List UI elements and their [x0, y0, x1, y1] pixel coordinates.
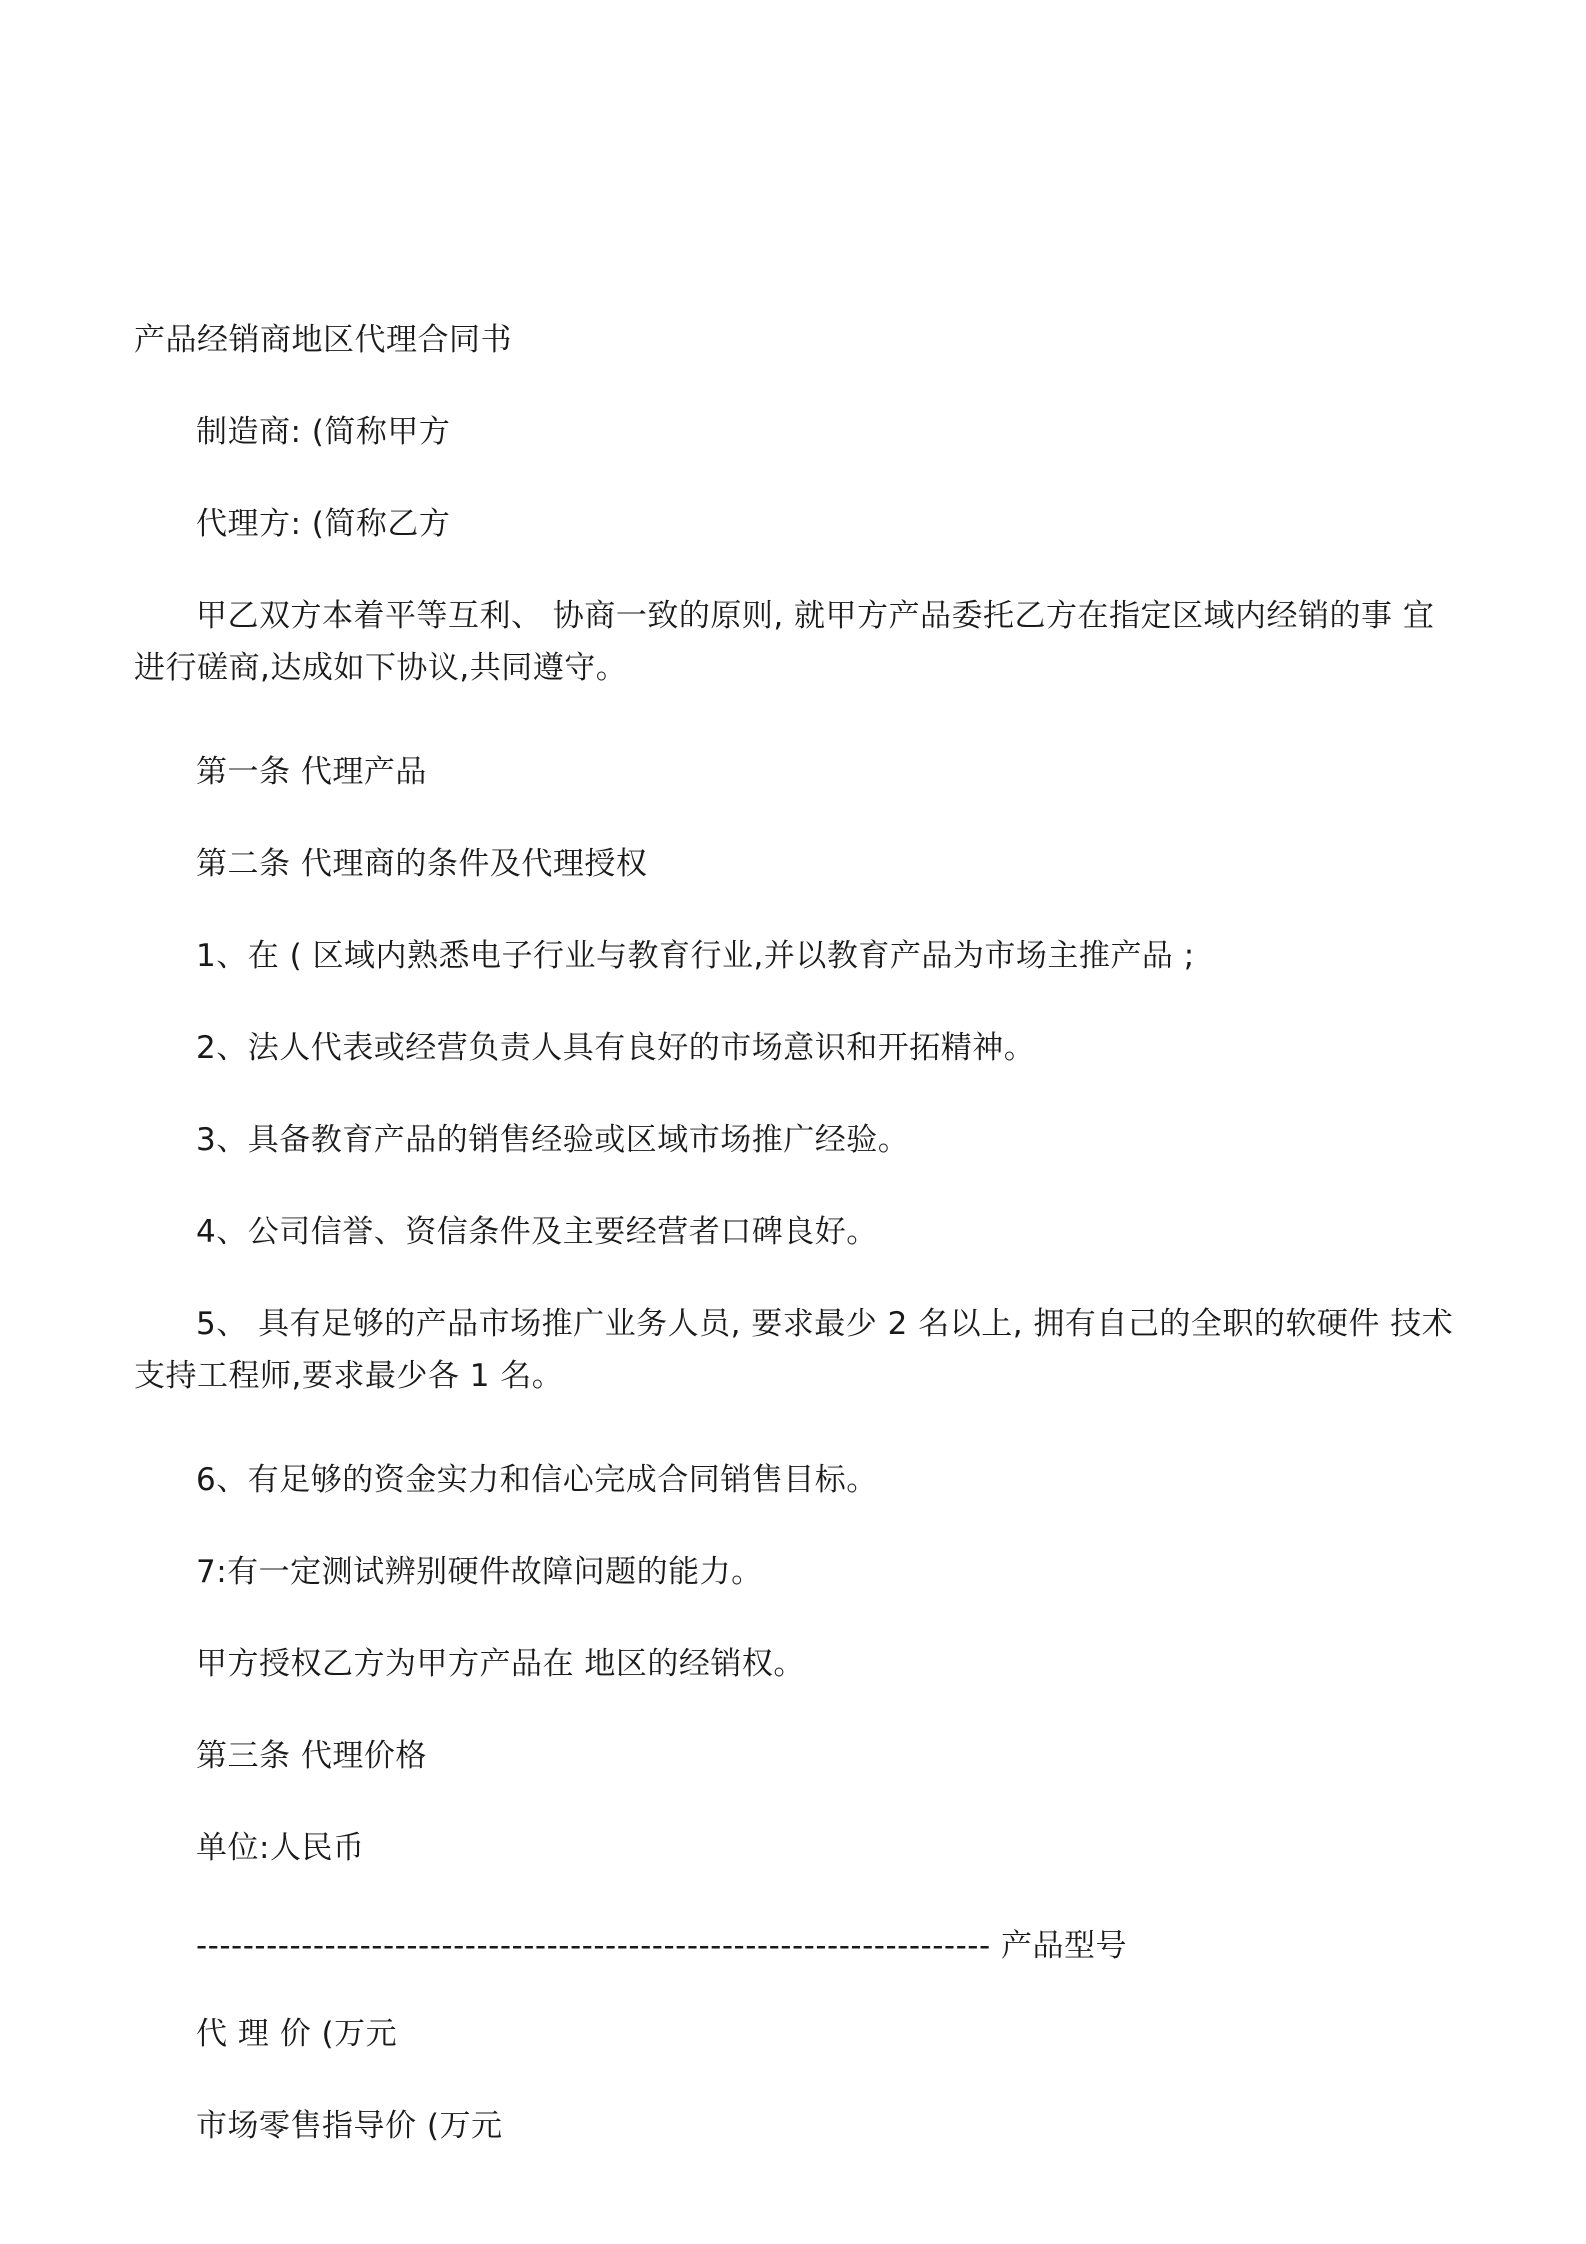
condition-item: 1、在 ( 区域内熟悉电子行业与教育行业,并以教育产品为市场主推产品 ;: [196, 938, 1195, 974]
price-table-divider: -------------------------------------------------------------------- 产品型号: [196, 1928, 1128, 1964]
condition-item: 4、公司信誉、资信条件及主要经营者口碑良好。: [196, 1214, 878, 1250]
condition-item: 3、具备教育产品的销售经验或区域市场推广经验。: [196, 1122, 910, 1158]
retail-price-label: 市场零售指导价 (万元: [196, 2108, 503, 2144]
agent-price-label: 代 理 价 (万元: [196, 2016, 398, 2052]
condition-item: 5、 具有足够的产品市场推广业务人员, 要求最少 2 名以上, 拥有自己的全职的软硬件 技术支持工程师,要求最少各 1 名。: [134, 1306, 1454, 1394]
article-3-heading: 第三条 代理价格: [196, 1738, 427, 1774]
agent-line: 代理方: (简称乙方: [196, 506, 451, 542]
article-2-heading: 第二条 代理商的条件及代理授权: [196, 846, 648, 882]
currency-unit: 单位:人民币: [196, 1830, 365, 1866]
manufacturer-line: 制造商: (简称甲方: [196, 414, 451, 450]
authorization-line: 甲方授权乙方为甲方产品在 地区的经销权。: [196, 1646, 805, 1682]
condition-item: 6、有足够的资金实力和信心完成合同销售目标。: [196, 1462, 878, 1498]
condition-item: 2、法人代表或经营负责人具有良好的市场意识和开拓精神。: [196, 1030, 1036, 1066]
condition-item: 7:有一定测试辨别硬件故障问题的能力。: [196, 1554, 763, 1590]
document-title: 产品经销商地区代理合同书: [134, 322, 512, 358]
preamble-paragraph: 甲乙双方本着平等互利、 协商一致的原则, 就甲方产品委托乙方在指定区域内经销的事 宜进行磋商,达成如下协议,共同遵守。: [134, 598, 1435, 686]
article-1-heading: 第一条 代理产品: [196, 754, 427, 790]
